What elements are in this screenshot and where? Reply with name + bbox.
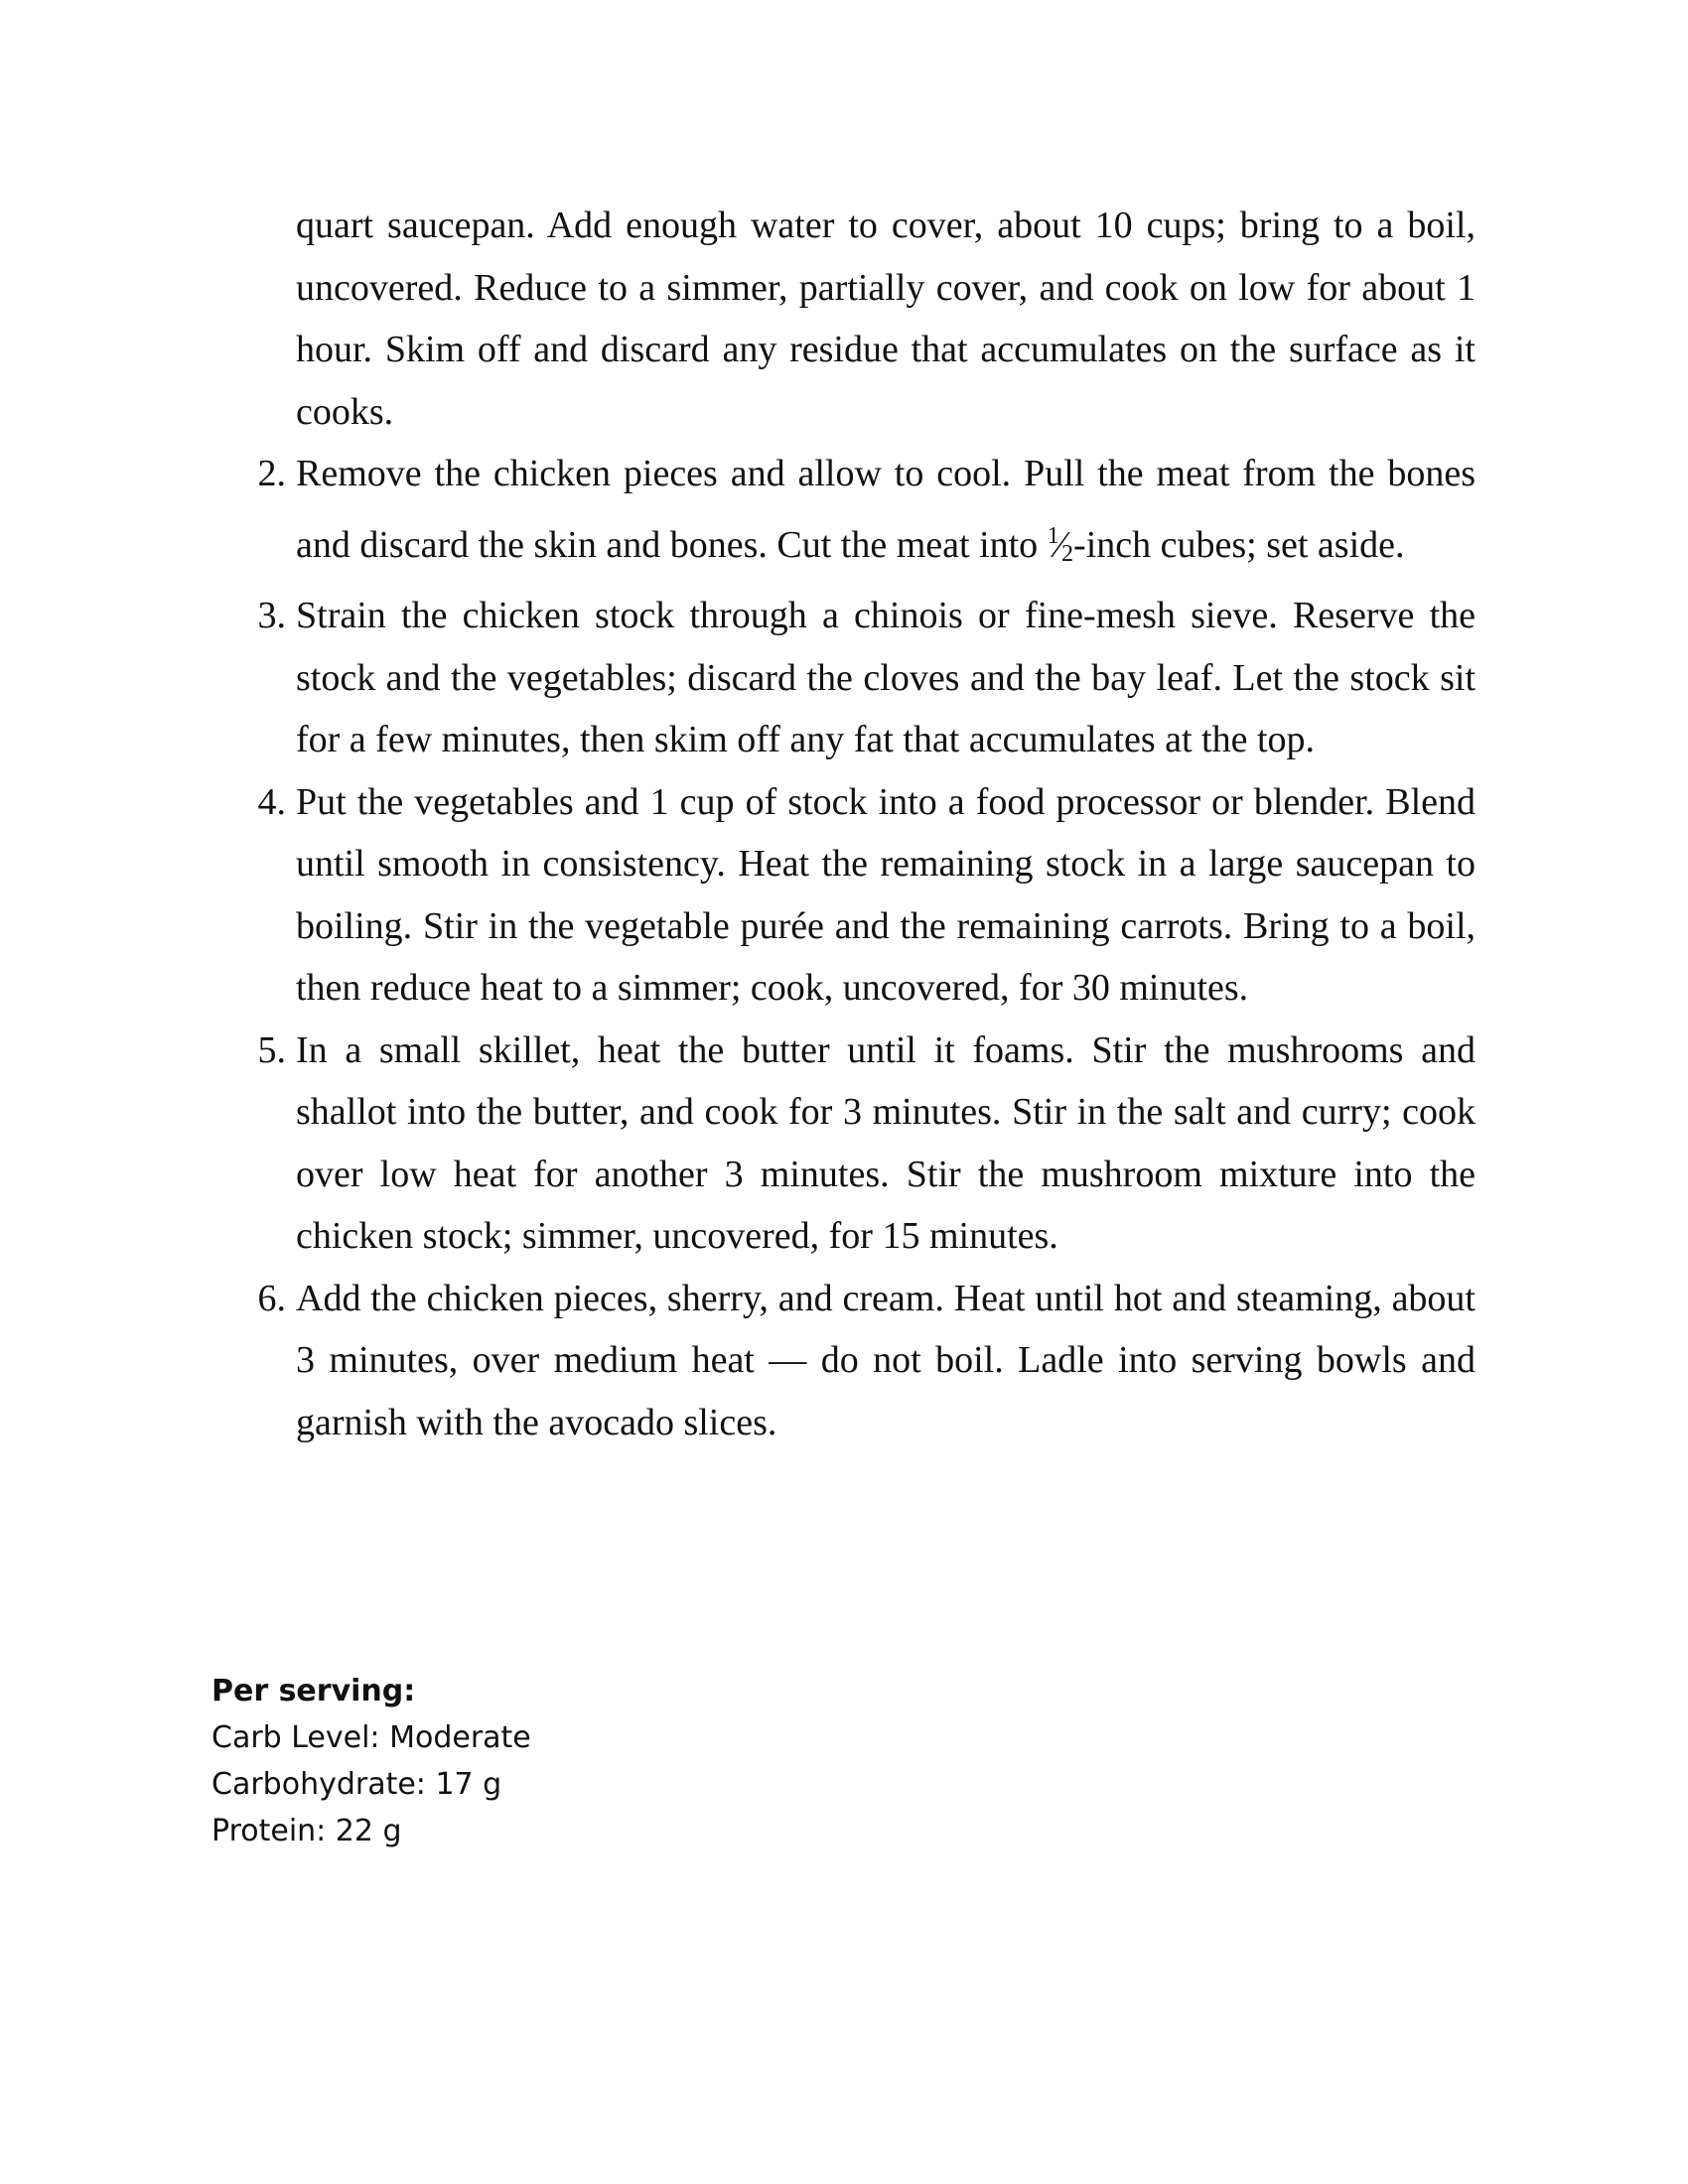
step-text: quart saucepan. Add enough water to cover, about 10 cups; bring to a boil, uncovered. Reduce to a simmer, partially cover, and cook on low for about 1 hour. Skim off and discard any residue that accumulates on the surface as it cooks. xyxy=(296,205,1476,433)
step-number: 5. xyxy=(257,1028,286,1071)
fraction-denominator: 2 xyxy=(1061,540,1074,567)
step-text: Strain the chicken stock through a chinois or fine-mesh sieve. Reserve the stock and the vegetables; discard the cloves and the bay leaf. Let the stock sit for a few minutes, then skim off any fat that accumulates at the top. xyxy=(296,595,1476,760)
carb-level: Carb Level: Moderate xyxy=(211,1720,531,1755)
step-number: 3. xyxy=(257,595,286,636)
step-5 xyxy=(234,1020,1476,1268)
nutrition-info xyxy=(211,1668,531,1854)
step-3 xyxy=(234,585,1476,771)
step-text xyxy=(296,443,1476,585)
step-text: Put the vegetables and 1 cup of stock into a food processor or blender. Blend until smooth in consistency. Heat the remaining stock in a large saucepan to boiling. Stir in the vegetable purée and the remaining carrots. Bring to a boil, then reduce heat to a simmer; cook, uncovered, for 30 minutes. xyxy=(296,780,1476,1009)
fraction-numerator: 1 xyxy=(1047,522,1059,549)
step-text-before-fraction: Remove the chicken pieces and allow to cool. Pull the meat from the bones and discard the skin and bones. Cut the meat into xyxy=(296,453,1476,566)
fraction-slash: ⁄ xyxy=(1056,523,1064,566)
fraction-half xyxy=(1048,505,1073,586)
step-2 xyxy=(234,443,1476,585)
nutrition-heading: Per serving: xyxy=(211,1674,416,1708)
step-text: Add the chicken pieces, sherry, and cream. Heat until hot and steaming, about 3 minutes, over medium heat — do not boil. Ladle into serving bowls and garnish with the avocado slices. xyxy=(296,1277,1476,1443)
step-number: 4. xyxy=(257,780,286,823)
step-6 xyxy=(234,1268,1476,1454)
recipe-steps xyxy=(234,195,1476,1453)
step-number: 6. xyxy=(257,1277,286,1319)
step-1-continued xyxy=(234,195,1476,443)
protein: Protein: 22 g xyxy=(211,1814,402,1848)
step-text: In a small skillet, heat the butter until it foams. Stir the mushrooms and shallot into the butter, and cook for 3 minutes. Stir in the salt and curry; cook over low heat for another 3 minutes. Stir the mushroom mixture into the chicken stock; simmer, uncovered, for 15 minutes. xyxy=(296,1028,1476,1257)
step-4 xyxy=(234,771,1476,1020)
carbohydrate: Carbohydrate: 17 g xyxy=(211,1767,502,1802)
step-text-after-fraction: -inch cubes; set aside. xyxy=(1073,523,1405,566)
step-number: 2. xyxy=(257,453,286,494)
